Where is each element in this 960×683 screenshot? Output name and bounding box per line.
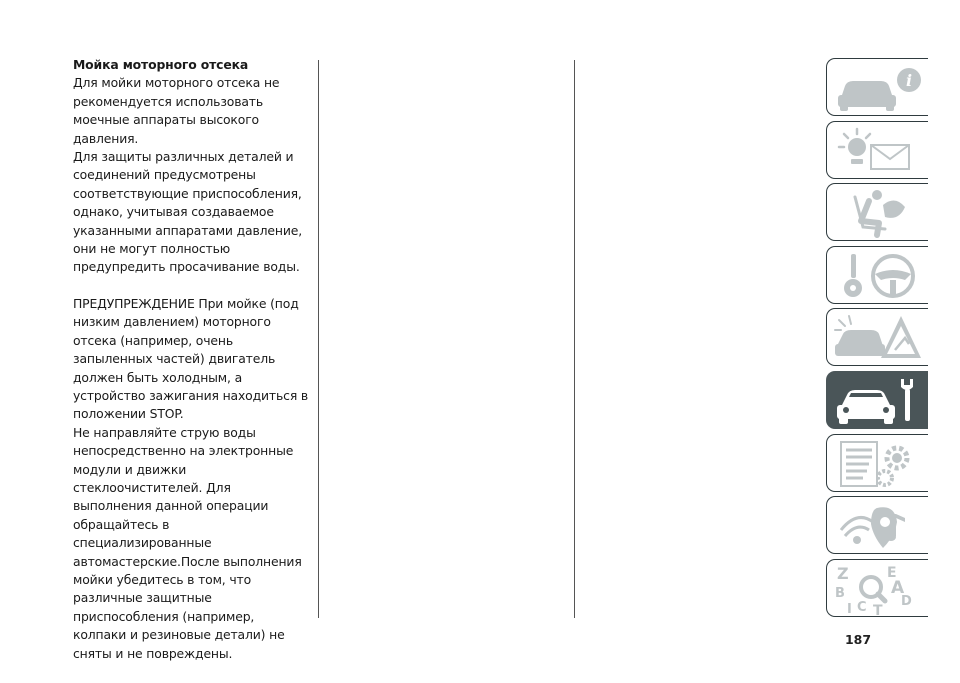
instructions-paragraph: Не направляйте струю воды непосредственно на электронные модули и движки стеклоочистителей. Для выполнения данной операции обращайтесь в специализированные автомастерские.После выполнения мойки убедитесь в том, что различные защитные приспособления (например, колпаки и резиновые детали) не сняты и не повреждены.: [73, 424, 302, 661]
crash-warning-icon: [833, 312, 923, 364]
index-letter-z: Z: [837, 563, 849, 583]
tab-safety[interactable]: [826, 183, 928, 241]
protection-paragraph: Для защиты различных деталей и соединений предусмотрены соответствующие приспособления, однако, учитывая создаваемое указанными аппаратами давление, они не могут полностью предупредить просачивание воды.: [73, 149, 302, 275]
lights-message-icon: [833, 125, 923, 177]
alphabetical-index-icon: [833, 563, 923, 615]
warning-paragraph: ПРЕДУПРЕЖДЕНИЕ При мойке (под низким давлением) моторного отсека (например, очень запыленных частей) двигатель должен быть холодным, а устройство зажигания находиться в положении STOP.: [73, 295, 309, 422]
tab-index[interactable]: [826, 559, 928, 617]
page-number: 187: [844, 632, 872, 647]
tab-knowing-car[interactable]: [826, 58, 928, 116]
tab-starting-driving[interactable]: [826, 246, 928, 304]
car-info-icon: [833, 62, 923, 114]
tab-technical-data[interactable]: [826, 434, 928, 492]
index-letter-e: E: [887, 564, 897, 581]
index-letter-d: D: [901, 593, 912, 609]
car-wrench-icon: [833, 375, 923, 427]
paragraph-gap: [73, 277, 309, 295]
key-steering-wheel-icon: [833, 250, 923, 302]
text-column: [73, 56, 309, 663]
index-letter-c: C: [857, 599, 867, 615]
index-letter-b: B: [835, 585, 845, 601]
multimedia-music-icon: [833, 500, 923, 552]
tab-warning-lights[interactable]: [826, 121, 928, 179]
tab-emergency[interactable]: [826, 308, 928, 366]
tab-multimedia[interactable]: [826, 496, 928, 554]
column-divider-right: [574, 60, 575, 618]
index-letter-a: A: [891, 577, 905, 598]
chapter-tabs: [826, 58, 930, 621]
section-heading: Мойка моторного отсека: [73, 57, 249, 72]
specs-gears-icon: [833, 438, 923, 490]
index-letter-t: T: [873, 602, 883, 615]
column-divider-left: [318, 60, 319, 618]
seat-airbag-icon: [833, 187, 923, 239]
index-letter-i: I: [847, 601, 852, 615]
svg-text:i: i: [905, 71, 913, 90]
intro-paragraph: Для мойки моторного отсека не рекомендуется использовать моечные аппараты высокого давления.: [73, 75, 280, 146]
tab-maintenance[interactable]: [826, 371, 928, 429]
